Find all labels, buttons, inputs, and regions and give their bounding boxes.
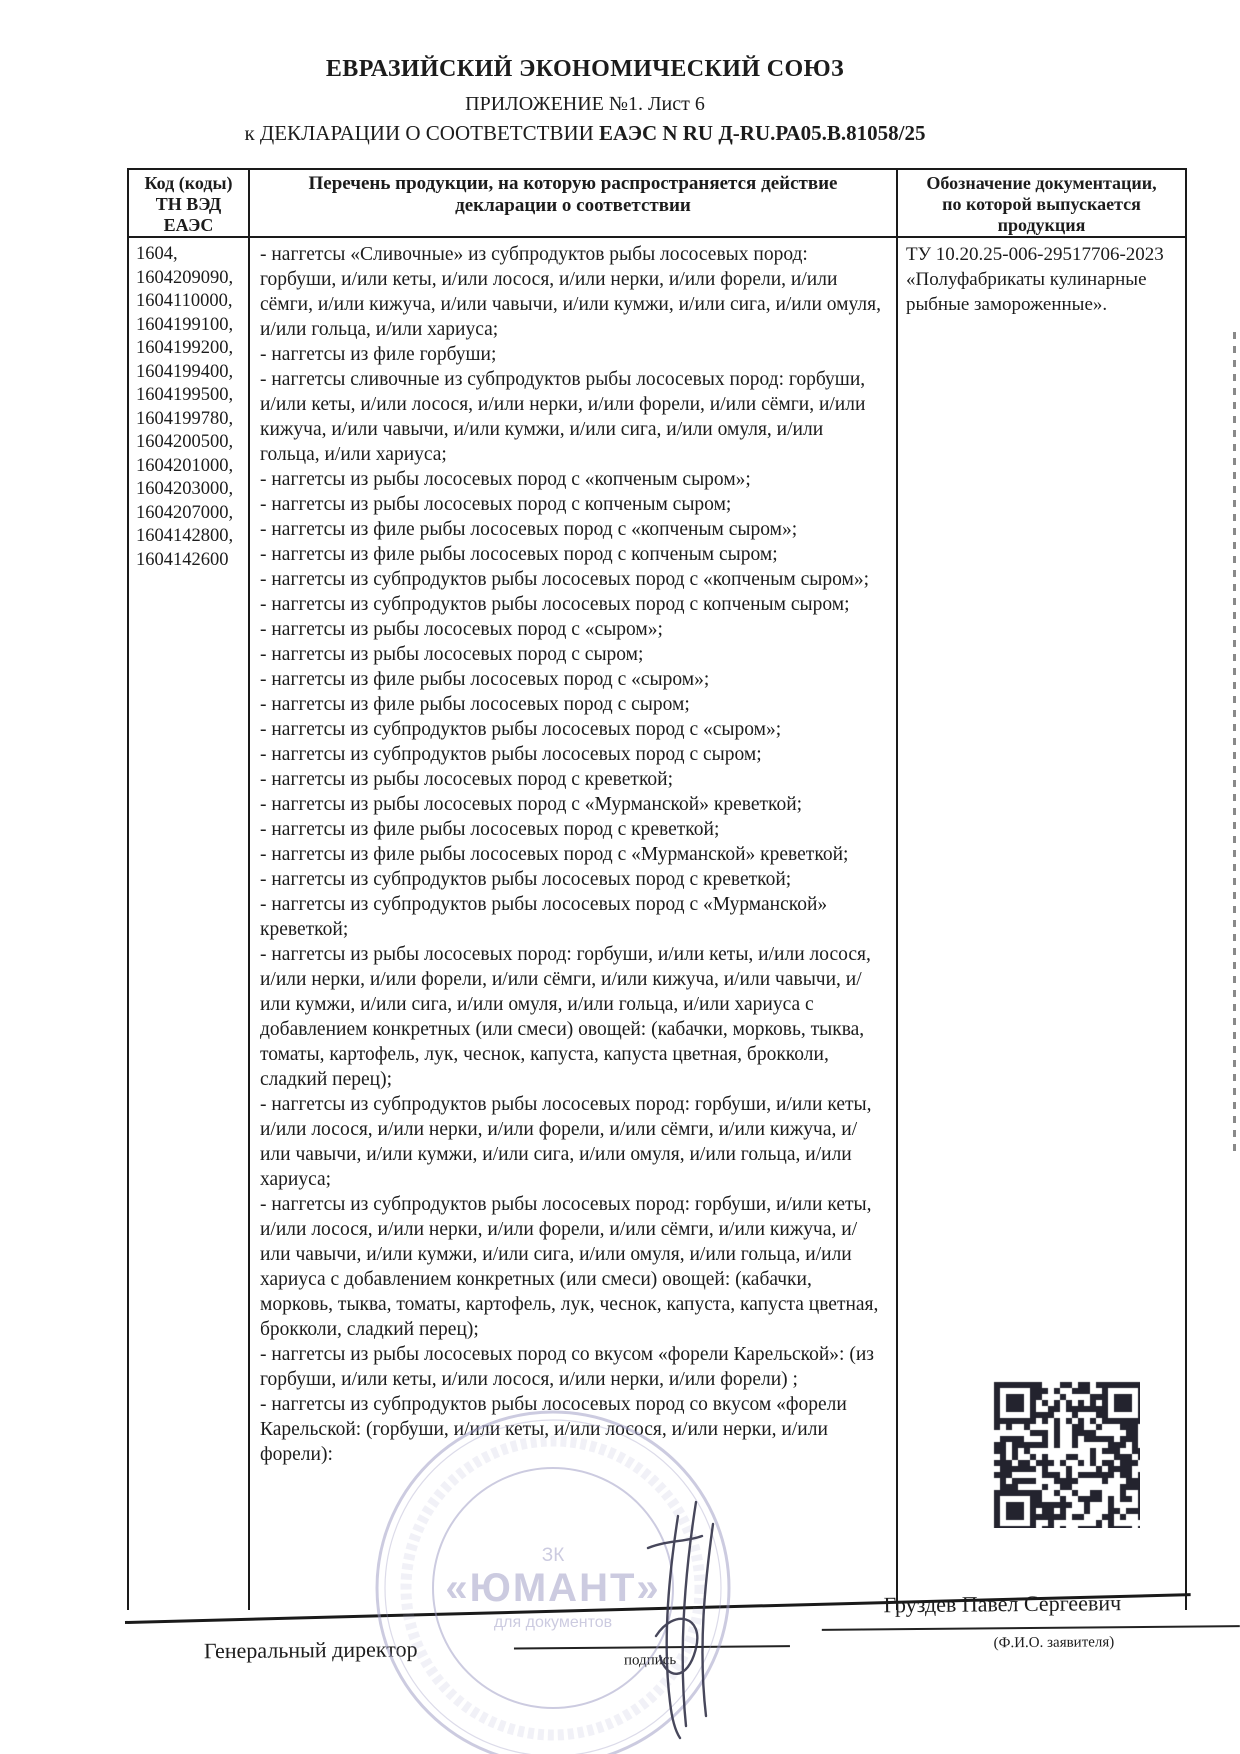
signature-caption: подпись (623, 1652, 677, 1669)
signature-block (0, 1579, 1240, 1720)
product-entry: - наггетсы из субпродуктов рыбы лососевых пород с сыром; (260, 744, 762, 765)
product-entry: - наггетсы из субпродуктов рыбы лососевых пород с креветкой; (260, 869, 792, 890)
product-entry: - наггетсы из субпродуктов рыбы лососевых пород со вкусом «форели Карельской: (горбуши, и/или кеты, и/или лосося, и/или нерки, и/или форели): (260, 1394, 847, 1465)
header-line: Код (коды) (144, 173, 233, 193)
stamp-top-text: ЗК (541, 1545, 565, 1566)
table-header-row (129, 170, 1185, 238)
product-entry: - наггетсы из субпродуктов рыбы лососевых пород с «Мурманской» креветкой; (260, 894, 828, 940)
header-line: по которой выпускается (942, 194, 1141, 214)
signer-role-label: Генеральный директор (203, 1636, 418, 1664)
union-title: ЕВРАЗИЙСКИЙ ЭКОНОМИЧЕСКИЙ СОЮЗ (325, 56, 845, 82)
product-entry: - наггетсы сливочные из субпродуктов рыбы лососевых пород: горбуши, и/или кеты, и/или лосося, и/или нерки, и/или форели, и/или сёмги, и/или кижуча, и/или чавычи, и/или кумжи, и/или сига, и/или омуля, и/или гольца, и/или хариуса; (260, 369, 866, 465)
tnved-code: 1604199500, (136, 385, 234, 405)
scan-edge-artifact (1233, 332, 1236, 1156)
header-line: продукция (997, 215, 1086, 235)
name-caption: (Ф.И.О. заявителя) (993, 1634, 1115, 1652)
product-entry: - наггетсы из субпродуктов рыбы лососевых пород с «копченым сыром»; (260, 569, 869, 590)
tnved-code: 1604199200, (136, 338, 234, 358)
name-line (822, 1625, 1240, 1631)
qr-code (988, 1376, 1140, 1528)
product-entry: - наггетсы из филе горбуши; (260, 344, 497, 365)
product-entry: - наггетсы из рыбы лососевых пород с копченым сыром; (260, 494, 732, 515)
product-list-cell (250, 238, 898, 1610)
tnved-code: 1604199780, (136, 408, 234, 429)
declaration-number: ЕАЭС N RU Д-RU.РА05.В.81058/25 (599, 121, 926, 145)
tnved-code: 1604142600 (136, 549, 229, 570)
col-header-tnved-code (129, 170, 250, 236)
tnved-code: 1604203000, (136, 479, 234, 499)
tnved-codes-cell (129, 238, 250, 1610)
tnved-code: 1604209090, (136, 267, 234, 288)
product-entry: - наггетсы из филе рыбы лососевых пород с «копченым сыром»; (260, 519, 798, 540)
declaration-reference (0, 121, 1170, 146)
signature-line (514, 1645, 790, 1649)
product-entry: - наггетсы из рыбы лососевых пород с сыром; (260, 644, 644, 665)
product-entry: - наггетсы из субпродуктов рыбы лососевых пород с «сыром»; (260, 719, 782, 740)
product-entry: - наггетсы из филе рыбы лососевых пород с «Мурманской» креветкой; (260, 844, 849, 865)
signer-name: Груздев Павел Сергеевич (883, 1590, 1122, 1618)
header-line: ЕАЭС (163, 215, 214, 235)
product-entry: - наггетсы из рыбы лососевых пород с «сыром»; (260, 619, 663, 640)
product-entry: - наггетсы из субпродуктов рыбы лососевых пород с копченым сыром; (260, 594, 850, 615)
tnved-code: 1604110000, (136, 291, 233, 311)
tnved-code: 1604142800, (136, 526, 234, 546)
tnved-code: 1604199400, (136, 361, 234, 382)
product-entry: - наггетсы из филе рыбы лососевых пород с копченым сыром; (260, 544, 778, 565)
documentation-line: «Полуфабрикаты кулинарные (906, 269, 1147, 290)
documentation-line: рыбные замороженные». (906, 294, 1108, 315)
col-header-product-list: Перечень продукции, на которую распространяется действие декларации о соответствии (250, 170, 898, 236)
product-entry: - наггетсы из субпродуктов рыбы лососевых пород: горбуши, и/или кеты, и/или лосося, и/или нерки, и/или форели, и/или сёмги, и/или кижуча, и/или чавычи, и/или кумжи, и/или сига, и/или омуля, и/или гольца, и/или хариуса с добавлением конкретных (или смеси) овощей: (кабачки, морковь, тыква, томаты, картофель, лук, чеснок, капуста, капуста цветная, брокколи, сладкий перец); (260, 1194, 879, 1340)
product-entry: - наггетсы из рыбы лососевых пород: горбуши, и/или кеты, и/или лосося, и/или нерки, и/или форели, и/или сёмги, и/или кижуча, и/или чавычи, и/или кумжи, и/или сига, и/или омуля, и/или гольца, и/или хариуса с добавлением конкретных (или смеси) овощей: (кабачки, морковь, тыква, томаты, картофель, лук, чеснок, капуста, капуста цветная, брокколи, сладкий перец); (260, 944, 871, 1090)
product-entry: - наггетсы из субпродуктов рыбы лососевых пород: горбуши, и/или кеты, и/или лосося, и/или нерки, и/или форели, и/или сёмги, и/или кижуча, и/или чавычи, и/или кумжи, и/или сига, и/или омуля, и/или гольца, и/или хариуса; (260, 1094, 872, 1190)
product-entry: - наггетсы из рыбы лососевых пород с «копченым сыром»; (260, 469, 751, 490)
header-line: ТН ВЭД (155, 194, 222, 214)
declaration-reference-prefix: к ДЕКЛАРАЦИИ О СООТВЕТСТВИИ (244, 121, 594, 145)
product-entry: - наггетсы из филе рыбы лососевых пород с сыром; (260, 694, 690, 715)
product-entry: - наггетсы из филе рыбы лососевых пород с «сыром»; (260, 669, 710, 690)
stamp-company-name: «ЮМАНТ» (445, 1566, 661, 1610)
tnved-code: 1604199100, (136, 314, 234, 335)
product-entry: - наггетсы «Сливочные» из субпродуктов рыбы лососевых пород: горбуши, и/или кеты, и/или лосося, и/или нерки, и/или форели, и/или сёмги, и/или кижуча, и/или чавычи, и/или кумжи, и/или сига, и/или омуля, и/или гольца, и/или хариуса; (260, 244, 881, 340)
tnved-code: 1604201000, (136, 455, 234, 476)
product-entry: - наггетсы из рыбы лососевых пород с креветкой; (260, 769, 674, 790)
tnved-code: 1604200500, (136, 432, 234, 452)
product-entry: - наггетсы из рыбы лососевых пород со вкусом «форели Карельской»: (из горбуши, и/или кеты, и/или лосося, и/или нерки, и/или форели) ; (260, 1344, 874, 1390)
tnved-code: 1604207000, (136, 502, 234, 523)
header-line: Обозначение документации, (926, 173, 1157, 193)
documentation-line: ТУ 10.20.25-006-29517706-2023 (906, 244, 1164, 265)
col-header-documentation (898, 170, 1185, 236)
stamp-subtext: для документов (493, 1614, 613, 1631)
appendix-subtitle: ПРИЛОЖЕНИЕ №1. Лист 6 (465, 93, 705, 115)
product-entry: - наггетсы из рыбы лососевых пород с «Мурманской» креветкой; (260, 794, 803, 815)
tnved-code: 1604, (136, 244, 178, 264)
product-entry: - наггетсы из филе рыбы лососевых пород с креветкой; (260, 819, 720, 840)
